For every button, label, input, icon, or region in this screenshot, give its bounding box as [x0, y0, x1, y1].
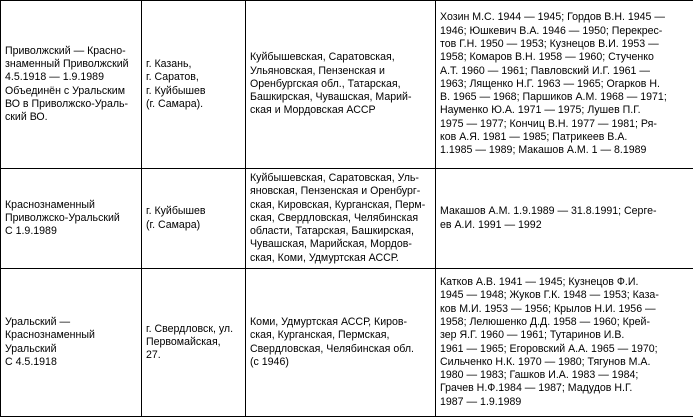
hq-line: 27. — [146, 349, 161, 362]
commanders-line: А.Т. 1960 — 1961; Павловский И.Г. 1961 — — [440, 64, 650, 77]
district-line: Краснознаменный — [5, 198, 95, 211]
commanders-cell — [436, 1, 693, 169]
commanders-line: Хозин М.С. 1944 — 1945; Гордов В.Н. 1945 — — [440, 11, 665, 24]
district-line: Объединён с Уральским — [5, 84, 125, 97]
commanders-line: 1946; Юшкевич В.А. 1946 — 1950; Перекрес- — [440, 24, 663, 37]
commanders-line: ков М.И. 1953 — 1956; Крылов Н.И. 1956 — — [440, 302, 656, 315]
district-line: ский ВО. — [5, 111, 48, 124]
commanders-line: 1958; Лелюшенко Д.Д. 1958 — 1960; Крей- — [440, 315, 650, 328]
district-line: знаменный Приволжский — [5, 57, 129, 70]
hq-line: Первомайская, — [146, 335, 221, 348]
district-line: С 4.5.1918 — [5, 355, 57, 368]
commanders-line: 1961 — 1965; Егоровский А.А. 1965 — 1970; — [440, 342, 658, 355]
commanders-line: ев А.И. 1991 — 1992 — [440, 218, 542, 231]
headquarters-cell — [142, 169, 246, 269]
regions-line: Куйбышевская, Саратовская, — [250, 51, 395, 64]
regions-line: ская, Свердловская, Челябинская — [250, 211, 419, 224]
district-line: 4.5.1918 — 1.9.1989 — [5, 71, 104, 84]
regions-cell — [246, 1, 436, 169]
hq-line: г. Казань, — [146, 57, 192, 70]
commanders-line: 1.1985 — 1989; Макашов А.М. 1 — 8.1989 — [440, 144, 647, 157]
commanders-line: 1980 — 1983; Гашков И.А. 1983 — 1984; — [440, 369, 639, 382]
regions-line: ская, Курганская, Пермская, — [250, 329, 390, 342]
regions-line: области, Татарская, Башкирская, — [250, 225, 414, 238]
regions-cell — [246, 269, 436, 417]
hq-line: г. Куйбышев — [146, 84, 206, 97]
regions-line: ская и Мордовская АССР — [250, 104, 376, 117]
district-line: ВО в Приволжско-Ураль- — [5, 97, 129, 110]
commanders-line: 1975 — 1977; Кончиц В.Н. 1977 — 1981; Ря- — [440, 117, 657, 130]
hq-line: (г. Самара) — [146, 218, 201, 231]
district-line: С 1.9.1989 — [5, 225, 57, 238]
regions-line: ская, Кировская, Курганская, Перм- — [250, 198, 426, 211]
commanders-line: зер Я.Г. 1960 — 1961; Тутаринов И.В. — [440, 329, 625, 342]
commanders-line: 1958; Комаров В.Н. 1958 — 1960; Стученко — [440, 51, 654, 64]
regions-line: Башкирская, Чувашская, Марий- — [250, 91, 412, 104]
district-name-cell — [1, 269, 142, 417]
regions-line: Свердловская, Челябинская обл. — [250, 342, 414, 355]
regions-cell — [246, 169, 436, 269]
table-row-privolzhsko-uralsky — [1, 169, 693, 269]
commanders-line: Сильченко Н.К. 1970 — 1980; Тягунов М.А. — [440, 355, 651, 368]
district-line: Приволжский — Красно- — [5, 44, 126, 57]
district-name-cell — [1, 1, 142, 169]
regions-line: ская, Коми, Удмуртская АССР. — [250, 251, 399, 264]
regions-line: Ульяновская, Пензенская и — [250, 64, 385, 77]
commanders-line: Науменко Ю.А. 1971 — 1975; Лушев П.Г. — [440, 104, 641, 117]
district-line: Уральский — — [5, 315, 71, 328]
commanders-line: тов Г.Н. 1950 — 1953; Кузнецов В.И. 1953 — — [440, 37, 659, 50]
district-name-cell — [1, 169, 142, 269]
commanders-line: 1963; Лященко Н.Г. 1963 — 1965; Огарков Н. — [440, 77, 660, 90]
table-row-privolzhsky — [1, 1, 693, 169]
regions-line: яновская, Пензенская и Оренбург- — [250, 185, 421, 198]
commanders-line: Грачев Н.Ф.1984 — 1987; Мадудов Н.Г. — [440, 382, 633, 395]
hq-line: г. Саратов, — [146, 71, 199, 84]
district-line: Уральский — [5, 342, 57, 355]
table-row-uralsky — [1, 269, 693, 417]
hq-line: г. Куйбышев — [146, 205, 206, 218]
commanders-line: В. 1965 — 1968; Паршиков А.М. 1968 — 1971; — [440, 91, 667, 104]
commanders-line: Катков А.В. 1941 — 1945; Кузнецов Ф.И. — [440, 276, 639, 289]
hq-line: (г. Самара). — [146, 97, 204, 110]
regions-line: Куйбышевская, Саратовская, Уль- — [250, 171, 419, 184]
commanders-line: ков А.Я. 1981 — 1985; Патрикеев В.А. — [440, 131, 628, 144]
commanders-cell — [436, 269, 693, 417]
commanders-cell — [436, 169, 693, 269]
commanders-line: 1945 — 1948; Жуков Г.К. 1948 — 1953; Каза- — [440, 289, 659, 302]
district-line: Приволжско-Уральский — [5, 211, 120, 224]
headquarters-cell — [142, 1, 246, 169]
hq-line: г. Свердловск, ул. — [146, 322, 234, 335]
district-line: Краснознаменный — [5, 329, 95, 342]
commanders-line: Макашов А.М. 1.9.1989 — 31.8.1991; Серге- — [440, 205, 657, 218]
headquarters-cell — [142, 269, 246, 417]
regions-line: (с 1946) — [250, 355, 289, 368]
commanders-line: 1987 — 1.9.1989 — [440, 395, 522, 408]
regions-line: Чувашская, Марийская, Мордов- — [250, 238, 412, 251]
regions-line: Коми, Удмуртская АССР, Киров- — [250, 315, 408, 328]
regions-line: Оренбургская обл., Татарская, — [250, 77, 401, 90]
